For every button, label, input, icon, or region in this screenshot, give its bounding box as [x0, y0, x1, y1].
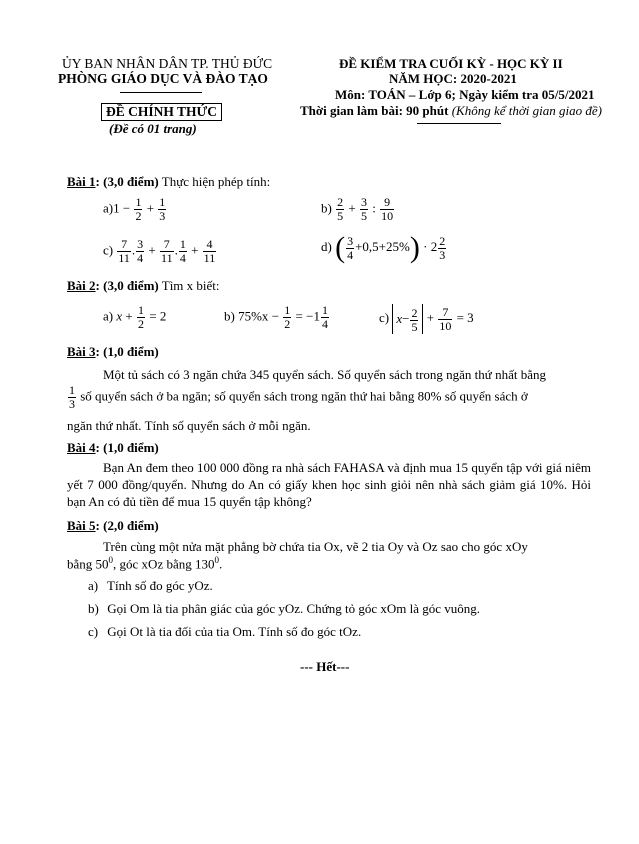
- degree-sup: 0: [214, 555, 219, 565]
- item-text: Gọi Ot là tia đối của tia Om. Tính số đo góc tOz.: [107, 624, 362, 639]
- bai1-part-d: d) ( $\frac{3}{4}$ +0,5+25%) · 2 $\frac{2}{3}$: [321, 231, 446, 264]
- bai2-heading: [67, 278, 220, 294]
- paragraph-text: bằng 50: [67, 556, 109, 572]
- bai5-item-a: [88, 578, 213, 594]
- part-label: a): [103, 308, 114, 324]
- degree-sup: 0: [108, 555, 114, 565]
- bai3-heading: [67, 344, 159, 360]
- fraction: $\frac{1}{2}$: [284, 303, 291, 331]
- math-text: = −1: [295, 308, 320, 324]
- fraction: $\frac{7}{11}$: [118, 237, 130, 265]
- bai1-part-b: b) $\frac{2}{5}$ + $\frac{3}{5}$ : $\frac{9}{10}$: [321, 195, 394, 223]
- time-line: [300, 103, 602, 119]
- paragraph-text: , góc xOz bằng 130: [113, 556, 215, 572]
- fraction: $\frac{1}{2}$: [137, 303, 144, 331]
- exam-title: ĐỀ KIỂM TRA CUỐI KỲ - HỌC KỲ II: [339, 56, 563, 71]
- fraction: $\frac{3}{5}$: [360, 195, 367, 223]
- bai5-line1: Trên cùng một nửa mặt phẳng bờ chứa tia Ox, vẽ 2 tia Oy và Oz sao cho góc xOy: [103, 539, 528, 554]
- bai1-title: Bài 1: [67, 174, 96, 189]
- math-text: x: [116, 308, 123, 324]
- part-label: c): [379, 309, 390, 325]
- bai5-title: Bài 5: [67, 518, 96, 533]
- fraction: $\frac{1}{3}$: [69, 383, 75, 411]
- item-text: Gọi Om là tia phân giác của góc yOz. Chứng tỏ góc xOm là góc vuông.: [107, 601, 481, 616]
- bai1-part-c: c) $\frac{7}{11}$ . $\frac{3}{4}$ + $\frac{7}{11}$ . $\frac{1}{4}$ + $\frac{4}{11}$: [103, 237, 216, 265]
- part-label: b): [321, 200, 332, 216]
- fraction: $\frac{2}{3}$: [439, 233, 446, 262]
- item-text: Tính số đo góc yOz.: [107, 578, 213, 593]
- pages-note: (Đề có 01 trang): [109, 121, 197, 136]
- fraction: $\frac{1}{2}$: [135, 195, 142, 223]
- time-label: Thời gian làm bài: 90 phút: [300, 103, 449, 118]
- end-marker: --- Hết---: [300, 659, 350, 674]
- bai2-part-b: b) 75%x − $\frac{1}{2}$ = −1 $\frac{1}{4}$: [224, 303, 328, 331]
- fraction: $\frac{1}{4}$: [179, 237, 186, 265]
- math-text: x: [396, 311, 403, 326]
- part-label: a): [103, 200, 114, 216]
- bai4-heading: [67, 440, 159, 456]
- bai5-item-c: [88, 624, 361, 640]
- part-label: c): [103, 242, 114, 258]
- math-text: = 2: [149, 308, 167, 324]
- bai4-text: Bạn An đem theo 100 000 đồng ra nhà sách FAHASA và định mua 15 quyển tập với giá niêm yết 7 000 đồng/quyển. Nhưng do An có giấy khen học sinh giỏi nên nhà sách giảm giá 10%. Hỏi bạn An có đủ tiền để mua 15 quyển tập không?: [67, 460, 591, 509]
- fraction: $\frac{3}{4}$: [347, 233, 354, 262]
- math-text: 1: [113, 200, 120, 216]
- absolute-value: x− $\frac{2}{5}$: [392, 304, 423, 334]
- time-note: (Không kể thời gian giao đề): [451, 103, 602, 118]
- bai2-part-c: c) x− $\frac{2}{5}$ + $\frac{7}{10}$ = 3: [379, 304, 474, 334]
- bai3-line1: Một tủ sách có 3 ngăn chứa 345 quyển sách. Số quyển sách trong ngăn thứ nhất bằng: [103, 367, 546, 382]
- bai3-line2: [67, 384, 528, 411]
- bai2-instruction: Tìm x biết:: [161, 278, 220, 293]
- bai2-title: Bài 2: [67, 278, 96, 293]
- part-label: b): [224, 308, 235, 324]
- math-text: 2: [430, 238, 438, 254]
- bai5-points: : (2,0 điểm): [95, 518, 159, 533]
- fraction: $\frac{4}{11}$: [203, 237, 216, 265]
- bai2-points: : (3,0 điểm): [95, 278, 159, 293]
- official-badge: ĐỀ CHÍNH THỨC: [101, 103, 222, 121]
- math-text: = 3: [456, 309, 474, 325]
- fraction: $\frac{7}{10}$: [439, 304, 452, 333]
- bai3-title: Bài 3: [67, 344, 96, 359]
- fraction: $\frac{3}{4}$: [137, 237, 144, 265]
- item-label: a): [88, 578, 99, 593]
- fraction: $\frac{1}{4}$: [321, 303, 328, 331]
- bai4-title: Bài 4: [67, 440, 96, 455]
- header-divider: [120, 92, 202, 93]
- bai3-line3: ngăn thứ nhất. Tính số quyển sách ở mỗi ngăn.: [67, 418, 311, 433]
- header-right-divider: [417, 123, 501, 124]
- math-text: +0,5+25%: [355, 238, 410, 254]
- fraction: $\frac{9}{10}$: [381, 195, 394, 223]
- part-label: d): [321, 238, 332, 254]
- fraction: $\frac{2}{5}$: [411, 305, 418, 334]
- bai2-part-a: a) x + $\frac{1}{2}$ = 2: [103, 303, 167, 331]
- paragraph-text: số quyển sách ở ba ngăn; số quyển sách trong ngăn thứ hai bằng 80% số quyển sách ở: [80, 388, 528, 404]
- fraction: $\frac{1}{3}$: [159, 195, 166, 223]
- bai1-points: : (3,0 điểm): [95, 174, 159, 189]
- fraction: $\frac{2}{5}$: [337, 195, 344, 223]
- bai5-item-b: [88, 601, 480, 617]
- school-year: NĂM HỌC: 2020-2021: [389, 71, 517, 86]
- bai1-part-a: a)1 − $\frac{1}{2}$ + $\frac{1}{3}$: [103, 195, 166, 223]
- bai1-instruction: Thực hiện phép tính:: [161, 174, 271, 189]
- fraction: $\frac{7}{11}$: [161, 237, 173, 265]
- department-name: ỦY BAN NHÂN DÂN TP. THỦ ĐỨC: [62, 56, 273, 71]
- bai5-heading: [67, 518, 159, 534]
- bai1-heading: [67, 174, 270, 190]
- item-label: c): [88, 624, 99, 639]
- bai5-line2: bằng $50^0$, góc xOz bằng $130^0$.: [67, 555, 223, 572]
- bai4-points: : (1,0 điểm): [95, 440, 159, 455]
- math-text: 75%x: [238, 308, 269, 324]
- subject-line: Môn: TOÁN – Lớp 6; Ngày kiểm tra 05/5/2021: [335, 87, 595, 102]
- bai3-points: : (1,0 điểm): [95, 344, 159, 359]
- item-label: b): [88, 601, 99, 616]
- office-name: PHÒNG GIÁO DỤC VÀ ĐÀO TẠO: [58, 71, 268, 86]
